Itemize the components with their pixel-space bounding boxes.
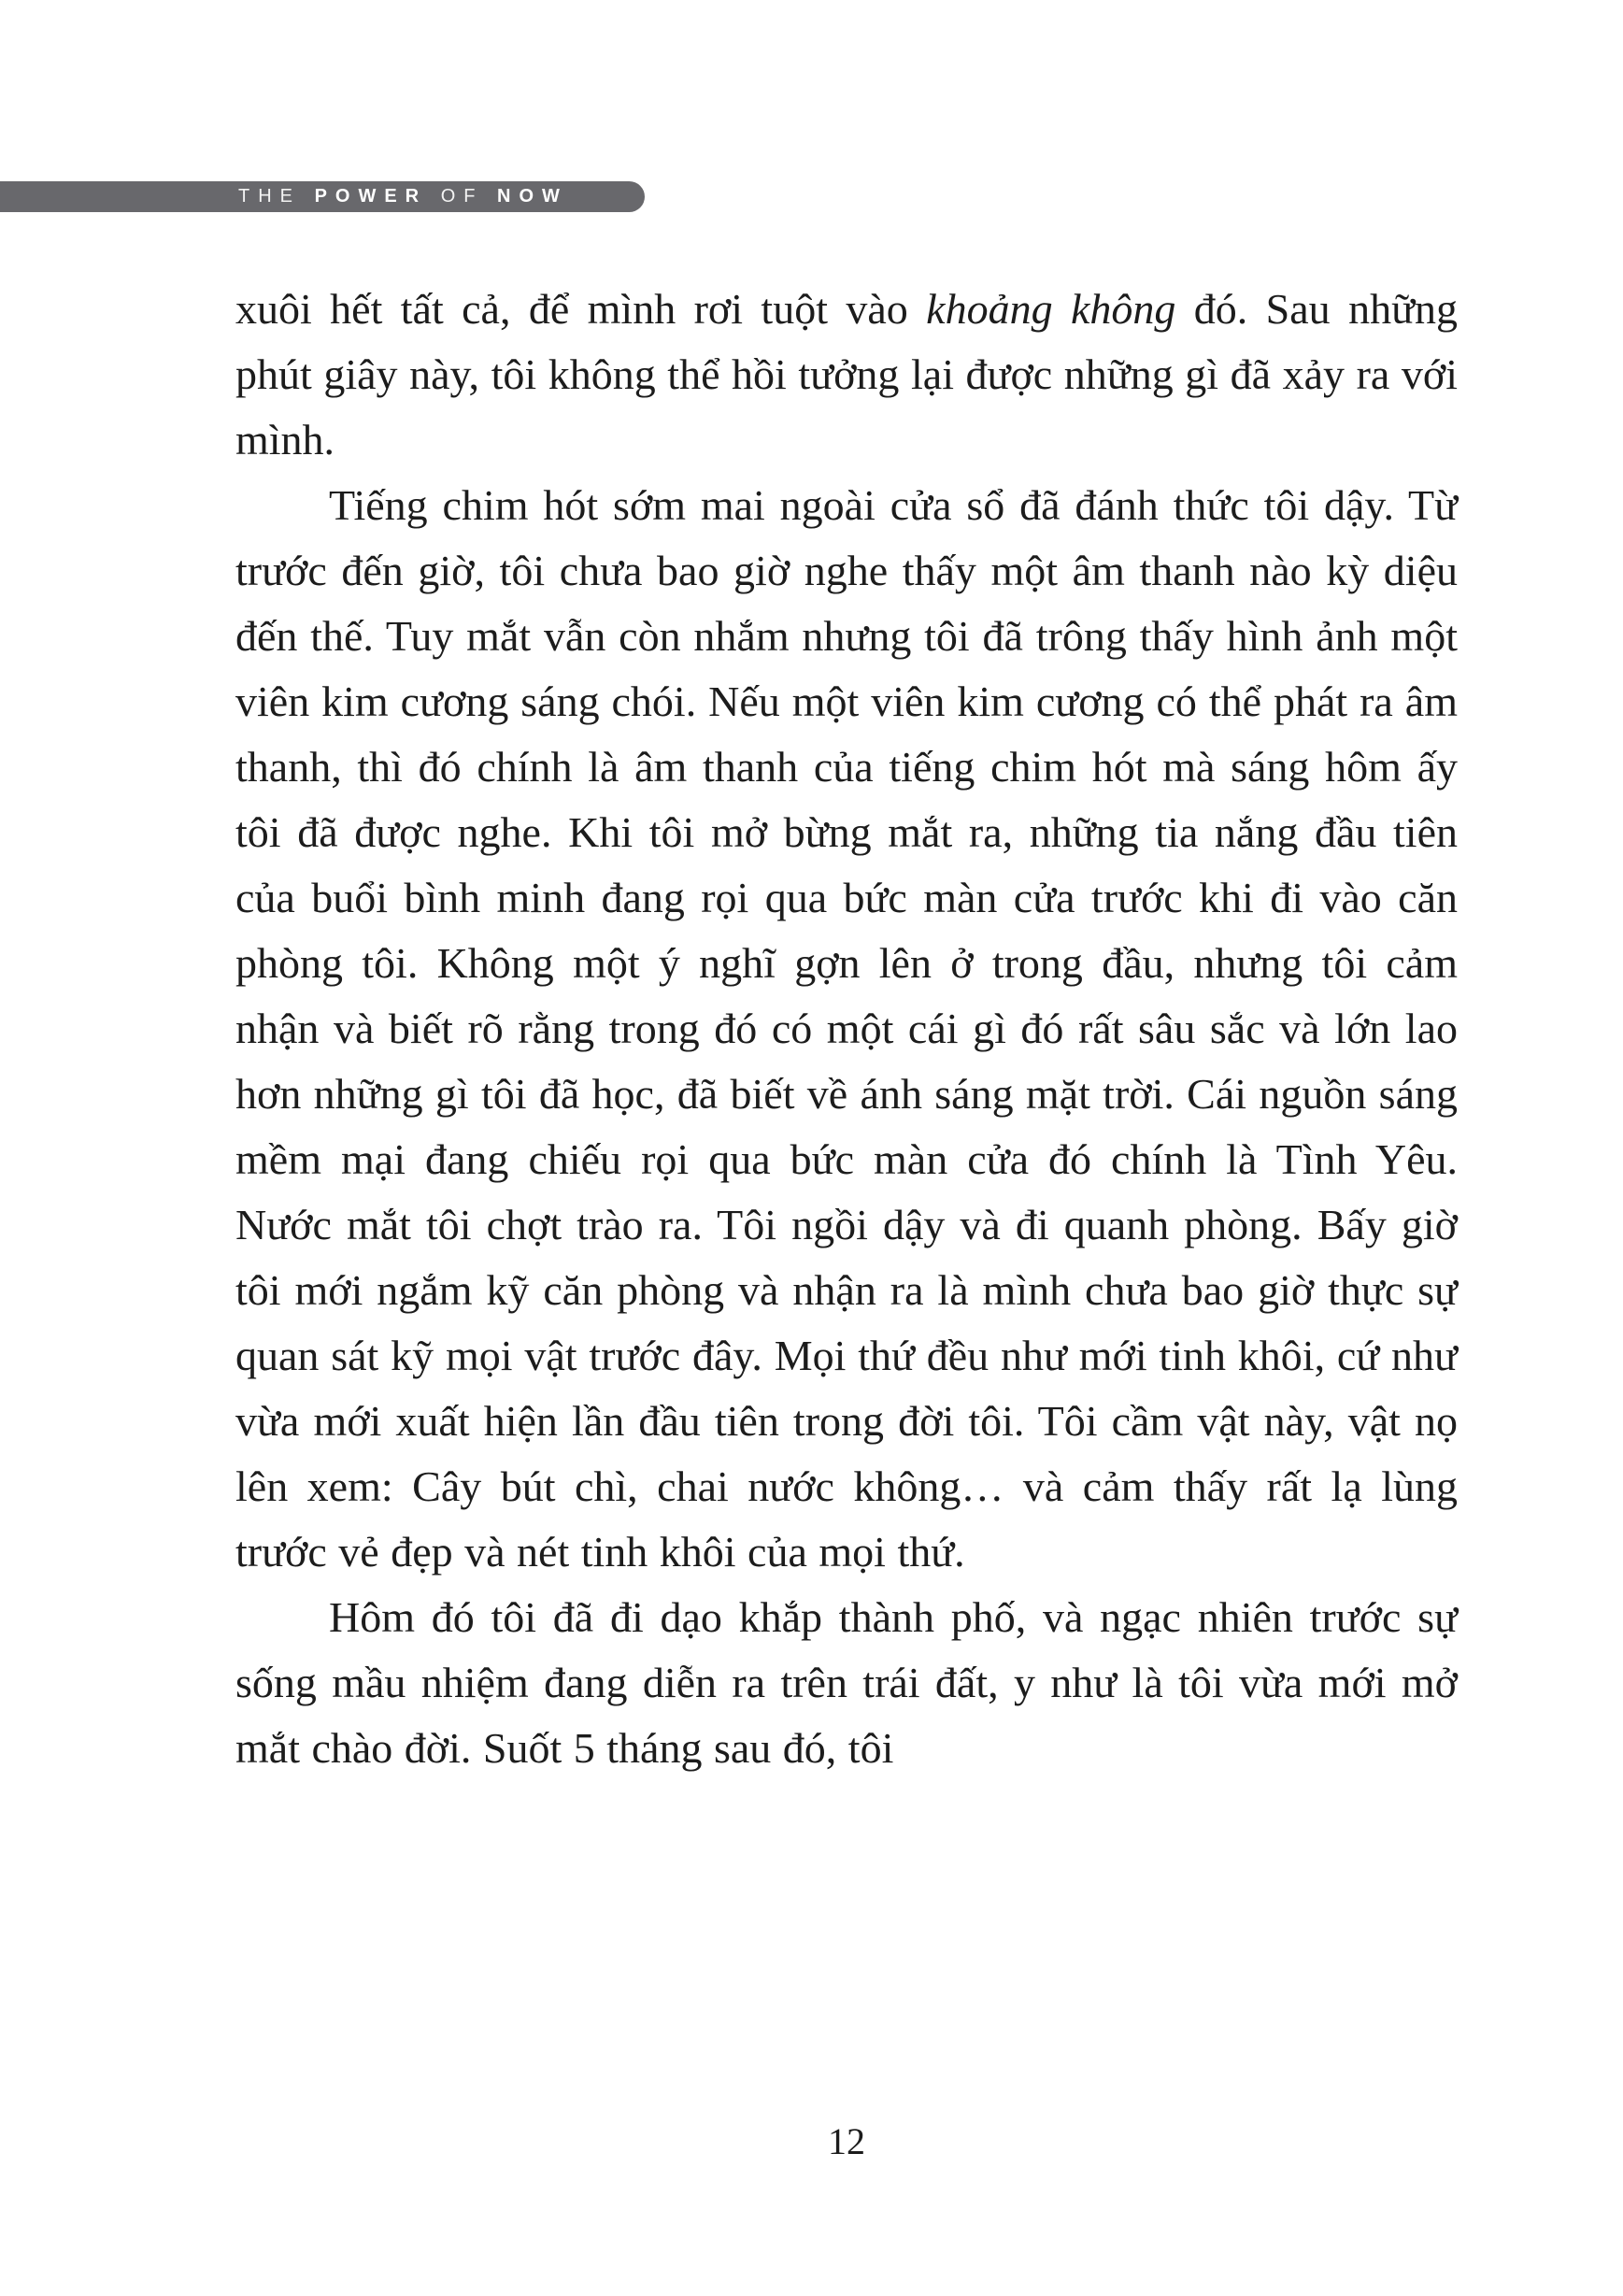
text-segment: Tiếng chim hót sớm mai ngoài cửa sổ đã đánh thức tôi dậy. Từ trước đến giờ, tôi chưa bao giờ nghe thấy một âm thanh nào kỳ diệu đến thế. Tuy mắt vẫn còn nhắm nhưng tôi đã trông thấy hình ảnh một viên kim cương sáng chói. Nếu một viên kim cương có thể phát ra âm thanh, thì đó chính là âm thanh của tiếng chim hót mà sáng hôm ấy tôi đã được nghe. Khi tôi mở bừng mắt ra, những tia nắng đầu tiên của buổi bình minh đang rọi qua bức màn cửa trước khi đi vào căn phòng tôi. Không một ý nghĩ gợn lên ở trong đầu, nhưng tôi cảm nhận và biết rõ rằng trong đó có một cái gì đó rất sâu sắc và lớn lao hơn những gì tôi đã học, đã biết về ánh sáng mặt trời. Cái nguồn sáng mềm mại đang chiếu rọi qua bức màn cửa đó chính là Tình Yêu. Nước mắt tôi chợt trào ra. Tôi ngồi dậy và đi quanh phòng. Bấy giờ tôi mới ngắm kỹ căn phòng và nhận ra là mình chưa bao giờ thực sự quan sát kỹ mọi vật trước đây. Mọi thứ đều như mới tinh khôi, cứ như vừa mới xuất hiện lần đầu tiên trong đời tôi. Tôi cầm vật này, vật nọ lên xem: Cây bút chì, chai nước không… và cảm thấy rất lạ lùng trước vẻ đẹp và nét tinh khôi của mọi thứ. xyxy=(235,481,1458,1576)
text-segment: xuôi hết tất cả, để mình rơi tuột vào xyxy=(235,285,927,333)
book-title-word: NOW xyxy=(497,186,568,207)
book-title xyxy=(238,181,568,212)
page-body xyxy=(235,277,1458,1781)
text-segment: Hôm đó tôi đã đi dạo khắp thành phố, và ngạc nhiên trước sự sống mầu nhiệm đang diễn ra trên trái đất, y như là tôi vừa mới mở mắt chào đời. Suốt 5 tháng sau đó, tôi xyxy=(235,1593,1458,1772)
book-title-word: OF xyxy=(440,186,498,207)
paragraph xyxy=(235,473,1458,1585)
page-number: 12 xyxy=(828,2120,865,2162)
italic-text-segment: khoảng không xyxy=(926,285,1176,333)
text-segment: đó. Sau những phút giây này, tôi không thể hồi tưởng lại được những gì đã xảy ra với mình. xyxy=(235,285,1459,463)
paragraph xyxy=(235,1585,1458,1781)
running-header-bar xyxy=(0,181,645,212)
book-title-word: POWER xyxy=(314,186,441,207)
book-title-word: THE xyxy=(238,186,315,207)
paragraph xyxy=(235,277,1458,473)
